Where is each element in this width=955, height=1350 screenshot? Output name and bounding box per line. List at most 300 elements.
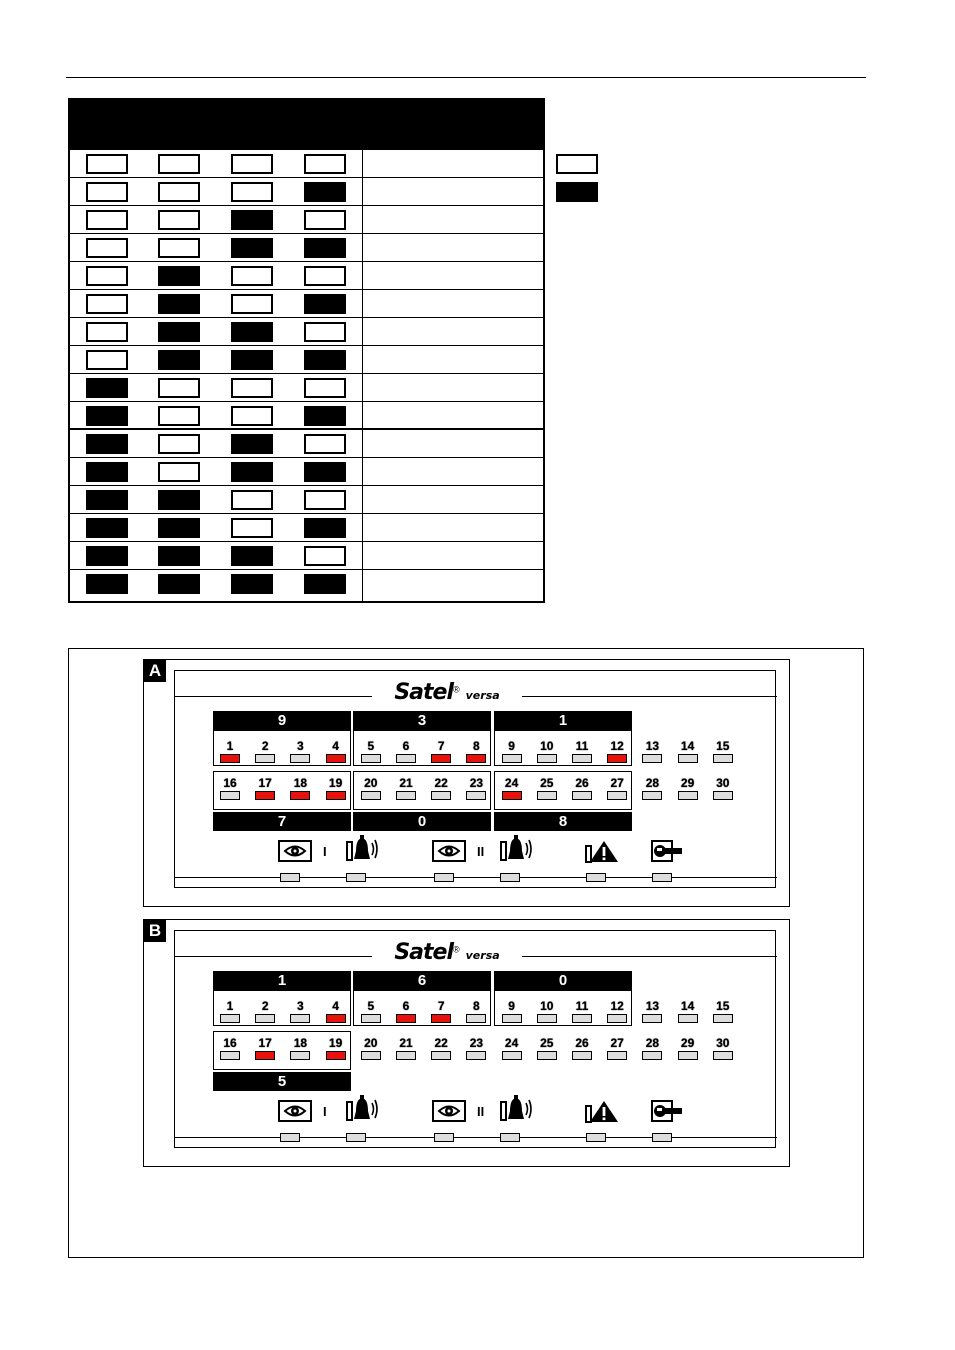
led-off-cell — [304, 210, 346, 230]
status-led — [434, 873, 454, 882]
led-on-cell — [86, 574, 128, 594]
zone-number: 2 — [261, 999, 269, 1013]
zone-number: 1 — [226, 999, 234, 1013]
zone-number: 17 — [258, 776, 272, 790]
zone-indicator — [606, 1036, 628, 1060]
led-on-cell — [304, 350, 346, 370]
zone-indicator — [641, 1036, 663, 1060]
zone-lamp-off — [572, 791, 592, 800]
zone-number: 17 — [258, 1036, 272, 1050]
table-row — [70, 290, 543, 318]
zone-lamp-off — [431, 791, 451, 800]
partition-digit-top: 1 — [213, 971, 351, 990]
zone-number: 25 — [540, 776, 554, 790]
zone-indicator — [712, 776, 734, 800]
zone-number: 23 — [469, 776, 484, 790]
zone-number: 28 — [645, 1036, 660, 1050]
zone-indicator — [712, 999, 734, 1023]
zone-indicator — [606, 739, 628, 763]
led-on-cell — [86, 518, 128, 538]
armed-eye-icon — [432, 1100, 466, 1127]
zone-lamp-off — [607, 1014, 627, 1023]
zone-number: 29 — [680, 1036, 695, 1050]
service-wrench-icon — [651, 1100, 683, 1127]
partition-digit-bottom: 0 — [353, 812, 491, 831]
zone-lamp-off — [431, 1051, 451, 1060]
zone-number: 13 — [645, 739, 660, 753]
zone-lamp-off — [361, 1051, 381, 1060]
zone-number: 15 — [716, 999, 730, 1013]
led-on-cell — [231, 322, 273, 342]
table-row — [70, 178, 543, 206]
zone-number: 1 — [226, 739, 234, 753]
led-off-cell — [304, 154, 346, 174]
led-off-cell — [304, 434, 346, 454]
led-on-cell — [304, 294, 346, 314]
armed-eye-icon — [278, 840, 312, 867]
zone-number: 26 — [575, 1036, 589, 1050]
partition-digit-top: 0 — [494, 971, 632, 990]
zone-lamp-lit — [431, 754, 451, 763]
led-on-cell — [86, 406, 128, 426]
zone-indicator — [254, 1036, 276, 1060]
zone-indicator — [501, 1036, 523, 1060]
led-off-cell — [231, 518, 273, 538]
zone-lamp-off — [361, 1014, 381, 1023]
led-on-cell — [158, 518, 200, 538]
status-led — [280, 873, 300, 882]
led-off-cell — [86, 182, 128, 202]
panel-label: B — [144, 920, 166, 942]
table-row — [70, 262, 543, 290]
zone-number: 7 — [437, 999, 445, 1013]
zone-lamp-off — [642, 1051, 662, 1060]
led-off-cell — [86, 266, 128, 286]
zone-indicator — [536, 1036, 558, 1060]
zone-indicator — [571, 999, 593, 1023]
led-on-cell — [231, 350, 273, 370]
zone-indicator — [360, 776, 382, 800]
alarm-bell-icon — [344, 835, 380, 868]
zone-indicator — [219, 1036, 241, 1060]
zone-lamp-off — [678, 791, 698, 800]
header-rule — [66, 77, 866, 78]
led-on-cell — [231, 574, 273, 594]
alarm-bell-icon — [498, 1095, 534, 1128]
zone-number: 30 — [716, 1036, 730, 1050]
zone-lamp-off — [572, 754, 592, 763]
zone-lamp-off — [220, 1014, 240, 1023]
zone-lamp-off — [713, 1051, 733, 1060]
zone-lamp-off — [678, 1014, 698, 1023]
led-on-cell — [304, 182, 346, 202]
zone-number: 18 — [293, 1036, 308, 1050]
zone-indicator — [325, 739, 347, 763]
zone-number: 3 — [297, 739, 304, 753]
led-on-cell — [158, 574, 200, 594]
zone-lamp-off — [466, 791, 486, 800]
led-off-cell — [158, 462, 200, 482]
zone-lamp-off — [361, 791, 381, 800]
brand-name: Satel — [394, 680, 453, 705]
led-off-cell — [304, 266, 346, 286]
zone-lamp-off — [396, 754, 416, 763]
service-wrench-icon — [651, 840, 683, 867]
led-on-cell — [304, 574, 346, 594]
led-on-cell — [231, 238, 273, 258]
brand-logo: Satel® versa — [372, 680, 522, 710]
led-on-cell — [231, 546, 273, 566]
zone-number: 14 — [680, 739, 695, 753]
status-led — [586, 1133, 606, 1142]
zone-indicator — [641, 999, 663, 1023]
zone-number: 4 — [332, 999, 339, 1013]
zone-indicator — [395, 776, 417, 800]
status-led — [346, 1133, 366, 1142]
zone-number: 23 — [469, 1036, 484, 1050]
zone-lamp-lit — [396, 1014, 416, 1023]
zone-number: 12 — [610, 999, 624, 1013]
table-row — [70, 206, 543, 234]
table-row — [70, 374, 543, 402]
table-row — [70, 346, 543, 374]
zone-lamp-off — [290, 1014, 310, 1023]
armed-eye-icon — [432, 840, 466, 867]
led-on-cell — [231, 462, 273, 482]
table-row — [70, 318, 543, 346]
partition-status-label: II — [477, 1104, 485, 1119]
zone-indicator — [254, 776, 276, 800]
led-on-cell — [304, 406, 346, 426]
zone-lamp-off — [642, 754, 662, 763]
panel-label: A — [144, 660, 166, 682]
zone-indicator — [219, 999, 241, 1023]
led-off-cell — [86, 294, 128, 314]
led-on-cell — [304, 518, 346, 538]
zone-lamp-off — [713, 1014, 733, 1023]
led-code-table — [68, 98, 545, 603]
zone-lamp-off — [607, 791, 627, 800]
zone-indicator — [501, 999, 523, 1023]
led-on-cell — [158, 490, 200, 510]
zone-lamp-off — [502, 1014, 522, 1023]
status-led — [346, 873, 366, 882]
table-row — [70, 150, 543, 178]
status-led — [280, 1133, 300, 1142]
table-row — [70, 430, 543, 458]
zone-indicator — [677, 739, 699, 763]
led-on-cell — [231, 434, 273, 454]
zone-number: 2 — [261, 739, 269, 753]
zone-indicator — [501, 776, 523, 800]
led-off-cell — [304, 322, 346, 342]
led-off-cell — [86, 350, 128, 370]
status-led — [652, 1133, 672, 1142]
table-row — [70, 486, 543, 514]
led-off-cell — [86, 322, 128, 342]
zone-indicator — [465, 999, 487, 1023]
zone-lamp-off — [466, 1014, 486, 1023]
zone-number: 12 — [610, 739, 624, 753]
brand-name: Satel — [394, 940, 453, 965]
zone-indicator — [465, 1036, 487, 1060]
zone-indicator — [360, 1036, 382, 1060]
zone-number: 21 — [399, 776, 413, 790]
zone-lamp-off — [290, 754, 310, 763]
led-off-cell — [158, 434, 200, 454]
zone-number: 20 — [364, 776, 378, 790]
zone-lamp-lit — [326, 1014, 346, 1023]
zone-indicator — [360, 999, 382, 1023]
zone-number: 10 — [540, 999, 554, 1013]
led-off-cell — [86, 154, 128, 174]
zone-lamp-lit — [502, 791, 522, 800]
zone-number: 27 — [610, 1036, 624, 1050]
led-off-cell — [86, 210, 128, 230]
table-row — [70, 570, 543, 598]
zone-number: 5 — [367, 739, 375, 753]
zone-lamp-off — [537, 1051, 557, 1060]
led-on-cell — [158, 322, 200, 342]
led-off-cell — [231, 182, 273, 202]
zone-number: 26 — [575, 776, 589, 790]
status-led — [500, 873, 520, 882]
led-off-cell — [231, 266, 273, 286]
partition-status-label: I — [323, 1104, 327, 1119]
led-off-cell — [231, 490, 273, 510]
zone-indicator — [395, 999, 417, 1023]
zone-lamp-off — [466, 1051, 486, 1060]
zone-indicator — [430, 739, 452, 763]
led-on-cell — [158, 546, 200, 566]
zone-indicator — [325, 999, 347, 1023]
zone-lamp-lit — [255, 1051, 275, 1060]
zone-indicator — [465, 776, 487, 800]
zone-number: 13 — [645, 999, 660, 1013]
led-off-cell — [158, 154, 200, 174]
zone-indicator — [536, 739, 558, 763]
zone-indicator — [325, 1036, 347, 1060]
led-on-cell — [231, 210, 273, 230]
face-line — [174, 1137, 777, 1138]
zone-number: 3 — [297, 999, 304, 1013]
zone-lamp-off — [642, 791, 662, 800]
zone-number: 19 — [328, 776, 343, 790]
partition-status-label: II — [477, 844, 485, 859]
led-on-cell — [86, 490, 128, 510]
zone-indicator — [677, 999, 699, 1023]
led-off-cell — [158, 406, 200, 426]
table-row — [70, 542, 543, 570]
zone-indicator — [289, 776, 311, 800]
zone-lamp-off — [607, 1051, 627, 1060]
zone-indicator — [465, 739, 487, 763]
zone-number: 16 — [223, 776, 237, 790]
zone-lamp-off — [572, 1051, 592, 1060]
zone-indicator — [289, 739, 311, 763]
partition-digit-top: 9 — [213, 711, 351, 730]
zone-lamp-off — [537, 1014, 557, 1023]
led-off-cell — [158, 238, 200, 258]
zone-indicator — [571, 739, 593, 763]
zone-indicator — [254, 739, 276, 763]
zone-indicator — [606, 999, 628, 1023]
led-off-cell — [304, 490, 346, 510]
zone-lamp-off — [396, 791, 416, 800]
partition-digit-top: 1 — [494, 711, 632, 730]
zone-lamp-lit — [290, 791, 310, 800]
zone-number: 25 — [540, 1036, 554, 1050]
led-on-cell — [304, 238, 346, 258]
zone-indicator — [430, 776, 452, 800]
zone-lamp-off — [502, 1051, 522, 1060]
zone-lamp-lit — [326, 754, 346, 763]
trouble-warning-icon — [584, 1100, 620, 1129]
zone-number: 29 — [680, 776, 695, 790]
zone-indicator — [536, 776, 558, 800]
zone-number: 16 — [223, 1036, 237, 1050]
zone-lamp-off — [572, 1014, 592, 1023]
zone-indicator — [360, 739, 382, 763]
table-header — [70, 100, 543, 150]
zone-lamp-off — [255, 1014, 275, 1023]
led-off-cell — [231, 378, 273, 398]
status-led — [500, 1133, 520, 1142]
zone-number: 10 — [540, 739, 554, 753]
status-led — [434, 1133, 454, 1142]
zone-number: 6 — [402, 999, 410, 1013]
zone-number: 11 — [575, 739, 589, 753]
zone-lamp-lit — [466, 754, 486, 763]
led-off-cell — [231, 294, 273, 314]
face-line — [174, 877, 777, 878]
zone-lamp-off — [713, 754, 733, 763]
zone-indicator — [606, 776, 628, 800]
led-on-cell — [158, 350, 200, 370]
zone-indicator — [219, 776, 241, 800]
zone-lamp-off — [502, 754, 522, 763]
zone-lamp-lit — [326, 791, 346, 800]
zone-indicator — [712, 739, 734, 763]
zone-number: 14 — [680, 999, 695, 1013]
zone-number: 9 — [508, 739, 515, 753]
zone-number: 8 — [473, 999, 480, 1013]
brand-logo: Satel® versa — [372, 940, 522, 970]
led-off-cell — [304, 378, 346, 398]
partition-digit-bottom: 5 — [213, 1072, 351, 1091]
led-off-cell — [304, 546, 346, 566]
zone-indicator — [289, 1036, 311, 1060]
zone-number: 19 — [328, 1036, 343, 1050]
led-off-cell — [231, 154, 273, 174]
led-on-cell — [86, 434, 128, 454]
zone-number: 22 — [434, 1036, 448, 1050]
zone-number: 15 — [716, 739, 730, 753]
legend-led-on — [556, 182, 598, 202]
zone-number: 6 — [402, 739, 410, 753]
zone-lamp-lit — [431, 1014, 451, 1023]
zone-indicator — [430, 999, 452, 1023]
zone-number: 9 — [508, 999, 515, 1013]
zone-indicator — [571, 776, 593, 800]
led-on-cell — [304, 462, 346, 482]
zone-number: 24 — [504, 776, 519, 790]
zone-lamp-off — [537, 791, 557, 800]
zone-lamp-lit — [255, 791, 275, 800]
zone-indicator — [325, 776, 347, 800]
table-row — [70, 402, 543, 430]
led-on-cell — [158, 266, 200, 286]
zone-indicator — [289, 999, 311, 1023]
zone-number: 27 — [610, 776, 624, 790]
zone-lamp-lit — [607, 754, 627, 763]
led-off-cell — [86, 238, 128, 258]
led-off-cell — [158, 210, 200, 230]
model-name: versa — [465, 689, 500, 702]
alarm-bell-icon — [344, 1095, 380, 1128]
trouble-warning-icon — [584, 840, 620, 869]
zone-number: 4 — [332, 739, 339, 753]
zone-indicator — [677, 1036, 699, 1060]
zone-indicator — [641, 776, 663, 800]
alarm-bell-icon — [498, 835, 534, 868]
led-on-cell — [86, 462, 128, 482]
zone-lamp-lit — [220, 754, 240, 763]
zone-indicator — [430, 1036, 452, 1060]
zone-indicator — [219, 739, 241, 763]
zone-lamp-off — [396, 1051, 416, 1060]
zone-lamp-off — [537, 754, 557, 763]
status-led — [586, 873, 606, 882]
zone-number: 18 — [293, 776, 308, 790]
zone-lamp-off — [220, 791, 240, 800]
zone-number: 20 — [364, 1036, 378, 1050]
led-off-cell — [231, 406, 273, 426]
partition-digit-bottom: 7 — [213, 812, 351, 831]
zone-lamp-off — [713, 791, 733, 800]
zone-lamp-off — [361, 754, 381, 763]
legend-led-off — [556, 154, 598, 174]
zone-number: 22 — [434, 776, 448, 790]
partition-digit-bottom: 8 — [494, 812, 632, 831]
zone-number: 11 — [575, 999, 589, 1013]
status-led — [652, 873, 672, 882]
table-row — [70, 234, 543, 262]
zone-number: 21 — [399, 1036, 413, 1050]
table-row — [70, 514, 543, 542]
zone-indicator — [677, 776, 699, 800]
zone-indicator — [571, 1036, 593, 1060]
zone-indicator — [395, 1036, 417, 1060]
armed-eye-icon — [278, 1100, 312, 1127]
led-off-cell — [158, 182, 200, 202]
zone-indicator — [254, 999, 276, 1023]
led-on-cell — [86, 378, 128, 398]
partition-status-label: I — [323, 844, 327, 859]
zone-indicator — [641, 739, 663, 763]
zone-indicator — [395, 739, 417, 763]
zone-lamp-off — [290, 1051, 310, 1060]
zone-number: 30 — [716, 776, 730, 790]
led-on-cell — [158, 294, 200, 314]
zone-indicator — [712, 1036, 734, 1060]
zone-lamp-off — [255, 754, 275, 763]
zone-number: 7 — [437, 739, 445, 753]
zone-indicator — [501, 739, 523, 763]
zone-number: 28 — [645, 776, 660, 790]
table-row — [70, 458, 543, 486]
zone-number: 8 — [473, 739, 480, 753]
